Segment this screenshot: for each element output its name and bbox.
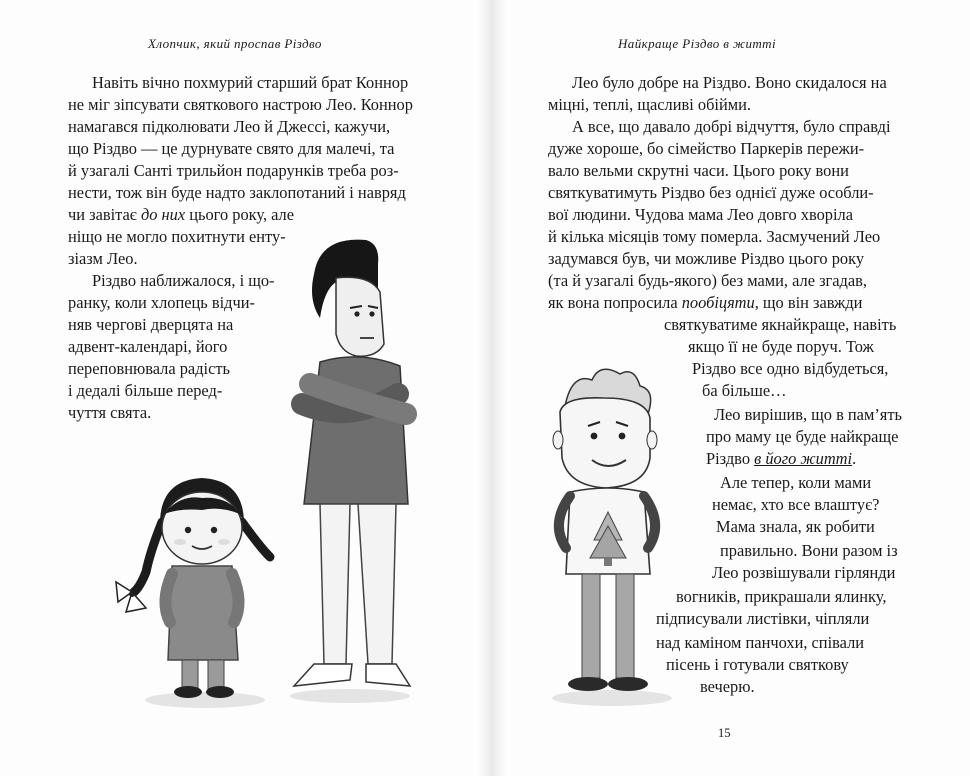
text-line: вої людини. Чудова мама Лео довго хворіла	[548, 205, 854, 224]
text-line: Різдво наближалося, і що-	[92, 271, 275, 290]
text-line: не міг зіпсувати святкового настрою Лео. Коннор	[68, 95, 413, 114]
girl-illustration	[110, 462, 280, 712]
text-line: міцні, теплі, щасливі обійми.	[548, 95, 751, 114]
text-line: чуття свята.	[68, 403, 152, 422]
text-line: про маму це буде найкраще	[706, 427, 899, 446]
text-line: вечерю.	[700, 677, 755, 696]
text-line	[68, 204, 294, 226]
left-running-head: Хлопчик, який проспав Різдво	[148, 36, 322, 51]
emphasis-text: до них	[140, 205, 186, 224]
text-line: адвент-календарі, його	[68, 337, 228, 356]
emphasis-text: в його житті	[754, 449, 853, 468]
brother-illustration	[280, 234, 430, 704]
text-run: як вона попросила	[548, 293, 682, 312]
text-line	[706, 448, 856, 470]
emphasis-text: пообіцяти	[681, 293, 755, 312]
text-line: і дедалі більше перед-	[68, 381, 223, 400]
text-line: Навіть вічно похмурий старший брат Коннор	[92, 73, 409, 92]
page-number: 15	[718, 726, 731, 740]
text-line: святкуватимуть Різдво без однієї дуже особли-	[548, 183, 874, 202]
text-line: (та й узагалі будь-якого) без мами, але згадав,	[548, 271, 867, 290]
text-line: якщо її не буде поруч. Тож	[688, 337, 874, 356]
text-line: Лео розвішували гірлянди	[712, 563, 896, 582]
text-line: ба більше…	[702, 381, 787, 400]
text-line: переповнювала радість	[68, 359, 231, 378]
text-line: няв чергові дверцята на	[68, 315, 234, 334]
text-line: що Різдво — це дурнувате свято для малечі, та	[68, 139, 395, 158]
text-line: святкуватиме якнайкраще, навіть	[664, 315, 897, 334]
text-line: пісень і готували святкову	[666, 655, 849, 674]
text-line: ранку, коли хлопець відчи-	[68, 293, 255, 312]
text-line: Лео вирішив, що в пам’ять	[714, 405, 902, 424]
text-run: Різдво	[706, 449, 755, 468]
leo-illustration	[530, 362, 680, 710]
text-line: Але тепер, коли мами	[720, 473, 872, 492]
text-line: немає, хто все влаштує?	[712, 495, 880, 514]
text-line: вало вельми скрутні часи. Цього року вони	[548, 161, 849, 180]
text-line: намагався підколювати Лео й Джессі, кажучи,	[68, 117, 391, 136]
text-line	[548, 292, 862, 314]
text-line: правильно. Вони разом із	[720, 541, 898, 560]
text-line: ніщо не могло похитнути енту-	[68, 227, 286, 246]
text-line: над каміном панчохи, співали	[656, 633, 865, 652]
text-line: дуже хороше, бо сімейство Паркерів пережи-	[548, 139, 865, 158]
text-run: , що він завжди	[754, 293, 863, 312]
text-line: зіазм Лео.	[68, 249, 138, 268]
text-line: й кілька місяців тому померла. Засмучений Лео	[548, 227, 881, 246]
text-run: чи завітає	[68, 205, 141, 224]
text-line: вогників, прикрашали ялинку,	[676, 587, 887, 606]
text-line: задумався був, чи можливе Різдво цього року	[548, 249, 865, 268]
text-line: й узагалі Санті трильйон подарунків треба роз-	[68, 161, 399, 180]
text-line: Різдво все одно відбудеться,	[692, 359, 889, 378]
text-line: підписували листівки, чіпляли	[656, 609, 870, 628]
right-page	[492, 0, 970, 776]
right-running-head: Найкраще Різдво в житті	[618, 36, 776, 51]
text-line: Мама знала, як робити	[716, 517, 875, 536]
text-line: Лео було добре на Різдво. Воно скидалося на	[572, 73, 887, 92]
text-run: .	[852, 449, 857, 468]
text-run: цього року, але	[185, 205, 295, 224]
text-line: нести, тож він буде надто заклопотаний і навряд	[68, 183, 406, 202]
text-line: А все, що давало добрі відчуття, було справді	[572, 117, 891, 136]
